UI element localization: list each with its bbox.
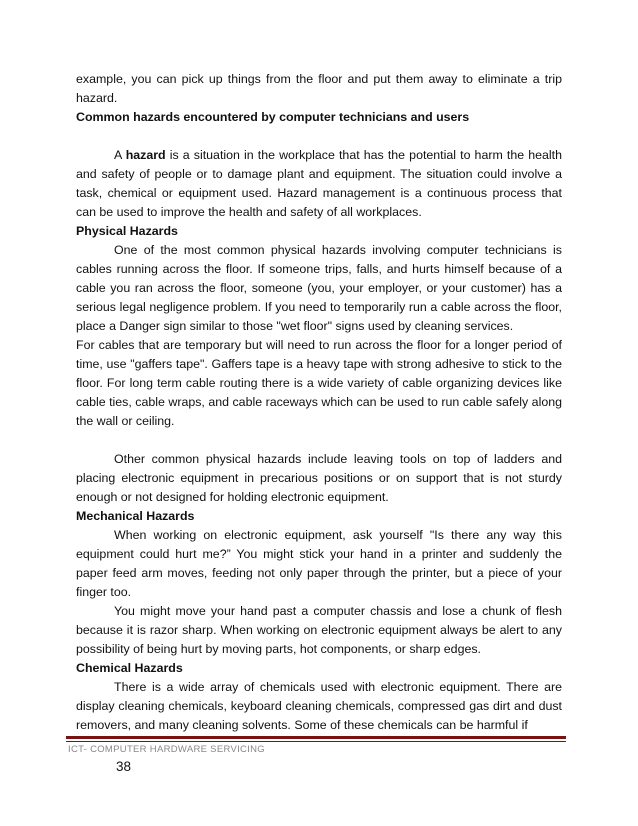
paragraph-chemical-1: There is a wide array of chemicals used with electronic equipment. There are display cleaning chemicals, keyboard cleaning chemicals, compressed gas dirt and dust removers, and many cleaning solvents. Some of these chemicals can be harmful if	[76, 680, 562, 732]
page-number: 38	[116, 759, 132, 774]
footer-course-label: ICT- COMPUTER HARDWARE SERVICING	[68, 744, 265, 755]
page-body	[76, 70, 562, 735]
paragraph-hazard-definition	[76, 146, 562, 222]
paragraph-continuation: example, you can pick up things from the floor and put them away to eliminate a trip hazard.	[76, 72, 562, 105]
page-footer	[66, 736, 566, 774]
footer-rule-thick	[66, 736, 566, 739]
heading-common-hazards: Common hazards encountered by computer technicians and users	[76, 110, 470, 124]
paragraph-mechanical-1: When working on electronic equipment, ask yourself "Is there any way this equipment could hurt me?” You might stick your hand in a printer and suddenly the paper feed arm moves, feeding not only paper through the printer, but a piece of your finger too.	[76, 528, 562, 599]
heading-chemical-hazards: Chemical Hazards	[76, 661, 183, 675]
heading-mechanical-hazards: Mechanical Hazards	[76, 509, 195, 523]
paragraph-physical-1: One of the most common physical hazards involving computer technicians is cables running across the floor. If someone trips, falls, and hurts himself because of a cable you ran across the floor, someone (you, your employer, or your customer) has a serious legal negligence problem. If you need to temporarily run a cable across the floor, place a Danger sign similar to those "wet floor" signs used by cleaning services.	[76, 243, 562, 333]
heading-physical-hazards: Physical Hazards	[76, 224, 178, 238]
footer-rule-thin	[66, 741, 566, 742]
hazard-pre-text: A	[114, 148, 126, 162]
paragraph-mechanical-2: You might move your hand past a computer chassis and lose a chunk of flesh because it is razor sharp. When working on electronic equipment always be alert to any possibility of being hurt by moving parts, hot components, or sharp edges.	[76, 604, 562, 656]
paragraph-physical-2: For cables that are temporary but will need to run across the floor for a longer period of time, use "gaffers tape". Gaffers tape is a heavy tape with strong adhesive to stick to the floor. For long term cable routing there is a wide variety of cable organizing devices like cable ties, cable wraps, and cable raceways which can be used to run cable safely along the wall or ceiling.	[76, 338, 562, 428]
hazard-post-text: is a situation in the workplace that has the potential to harm the health and safety of people or to damage plant and equipment. The situation could involve a task, chemical or equipment used. Hazard management is a continuous process that can be used to improve the health and safety of all workplaces.	[76, 148, 562, 219]
hazard-bold-term: hazard	[125, 148, 166, 162]
paragraph-physical-3: Other common physical hazards include leaving tools on top of ladders and placing electronic equipment in precarious positions or on support that is not sturdy enough or not designed for holding electronic equipment.	[76, 452, 562, 504]
